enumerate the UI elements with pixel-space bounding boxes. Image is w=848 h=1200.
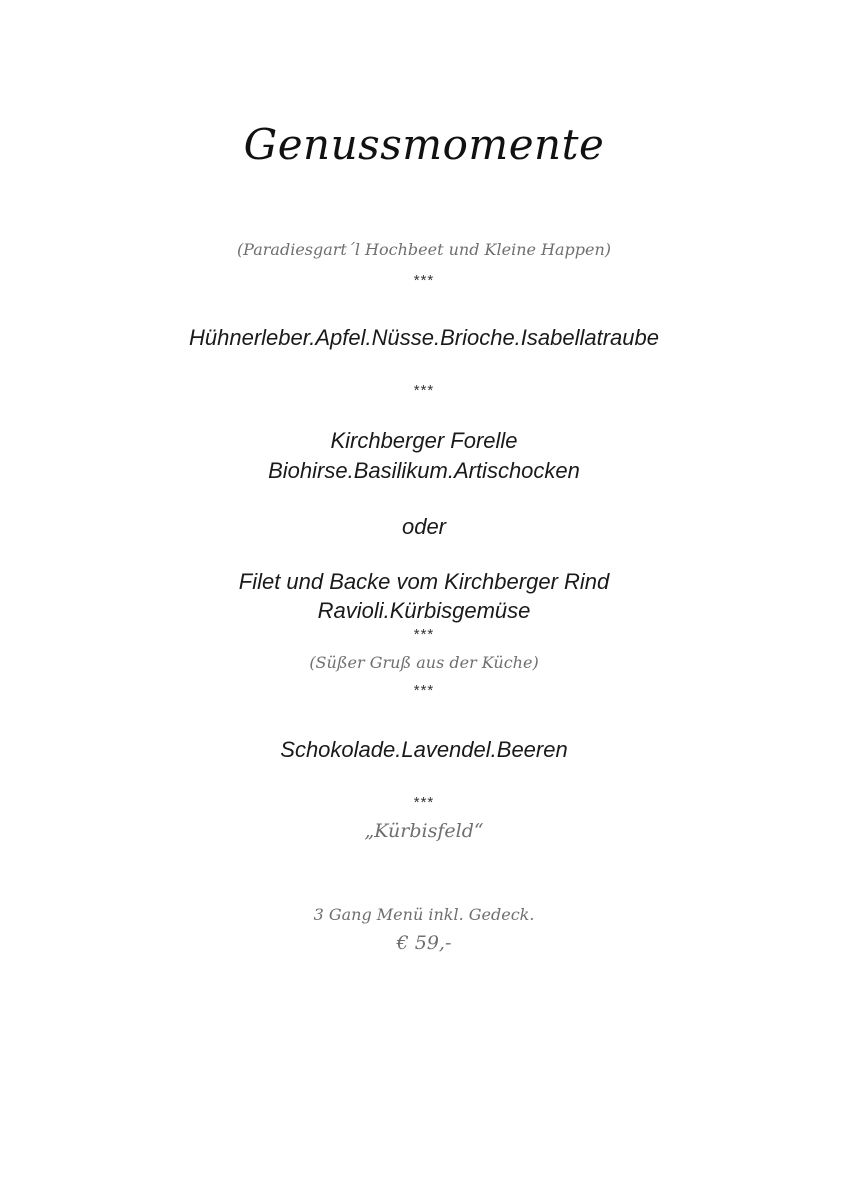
intro-note: (Paradiesgart´l Hochbeet und Kleine Happen) xyxy=(236,240,612,259)
menu-title: Genussmomente xyxy=(243,120,605,169)
course-dessert: Schokolade.Lavendel.Beeren xyxy=(280,737,568,762)
separator: *** xyxy=(413,794,435,811)
or-divider: oder xyxy=(401,514,447,539)
course-starter: Hühnerleber.Apfel.Nüsse.Brioche.Isabellatraube xyxy=(188,325,659,350)
separator: *** xyxy=(413,382,435,399)
greeting-note: (Süßer Gruß aus der Küche) xyxy=(309,653,539,672)
course-main-beef-sides: Ravioli.Kürbisgemüse xyxy=(317,598,531,623)
separator: *** xyxy=(413,682,435,699)
separator: *** xyxy=(413,272,435,289)
course-main-fish-title: Kirchberger Forelle xyxy=(330,428,518,453)
course-main-fish-sides: Biohirse.Basilikum.Artischocken xyxy=(268,458,580,483)
course-main-beef-title: Filet und Backe vom Kirchberger Rind xyxy=(238,569,610,594)
price: € 59,- xyxy=(396,932,452,954)
separator: *** xyxy=(413,626,435,643)
price-note: 3 Gang Menü inkl. Gedeck. xyxy=(313,905,535,924)
extra-course: „Kürbisfeld“ xyxy=(364,820,484,842)
